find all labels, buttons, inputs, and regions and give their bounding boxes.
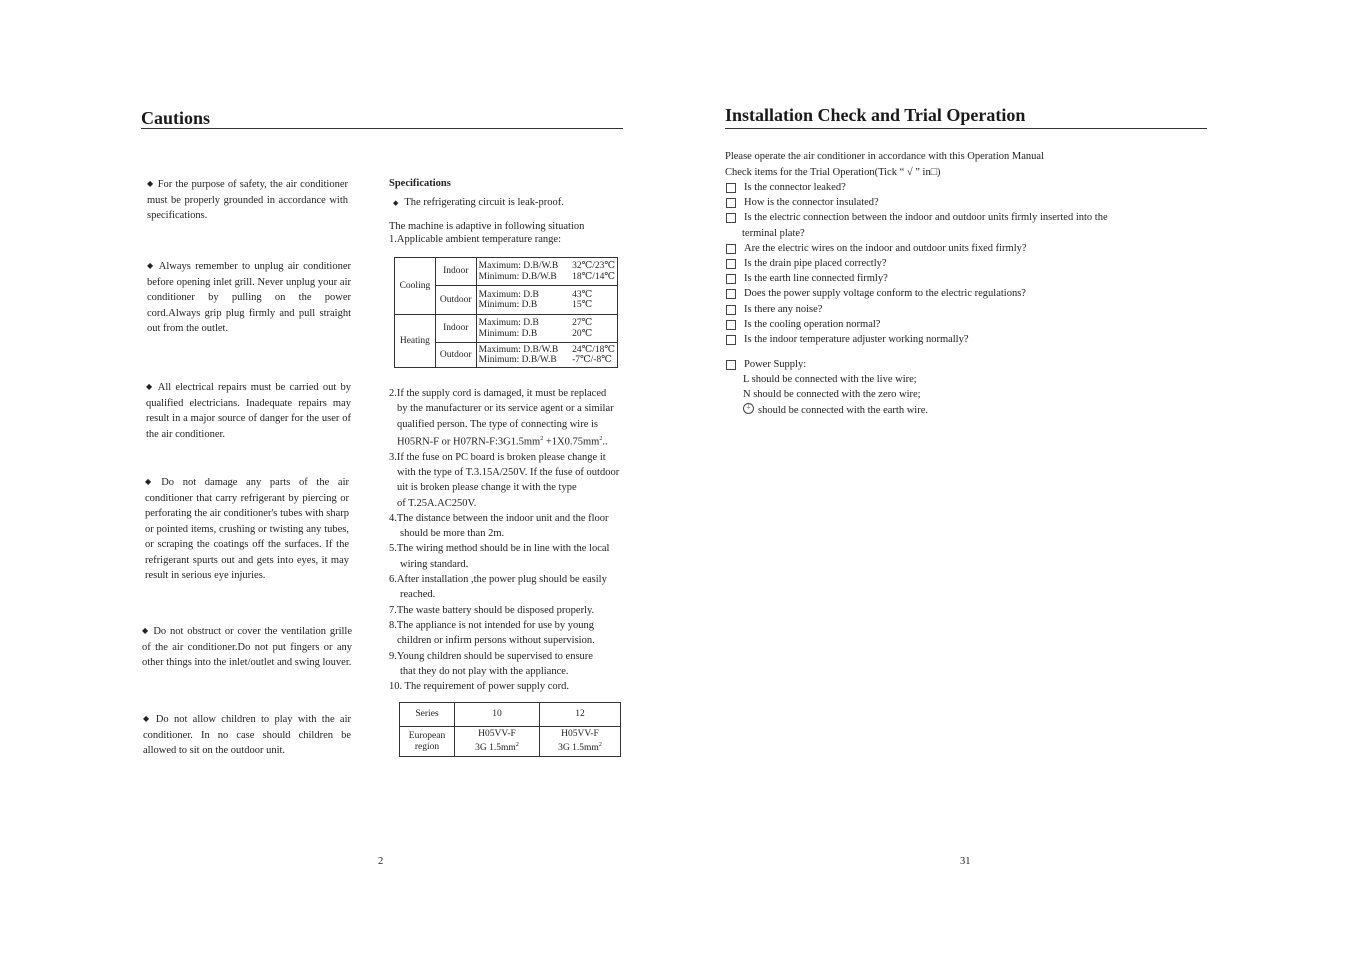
- caution-3: [146, 380, 351, 442]
- cable-type: H05VV-F: [561, 729, 599, 740]
- title-underline: [725, 128, 1207, 129]
- min-label: Minimum: D.B: [478, 328, 538, 339]
- earth-ground-icon: ⏚: [743, 403, 754, 414]
- spec-line: children or infirm persons without supervision.: [397, 635, 595, 647]
- check-item: [726, 210, 1108, 225]
- check-label: Is the earth line connected firmly?: [744, 273, 888, 285]
- max-label: Maximum: D.B: [478, 318, 539, 328]
- wire-type-end: ..: [602, 436, 608, 448]
- earth-wire-text: should be connected with the earth wire.: [758, 404, 928, 416]
- spec-items: [389, 386, 619, 694]
- check-label: Is there any noise?: [744, 303, 823, 315]
- bullet-icon: ◆: [145, 477, 158, 486]
- page-title-cautions: Cautions: [141, 108, 211, 128]
- spec-line: uit is broken please change it with the type: [397, 482, 577, 494]
- max-label: Maximum: D.B/W.B: [478, 261, 559, 271]
- wire-type-tail: +1X0.75mm: [543, 436, 600, 448]
- spec-line: 3.If the fuse on PC board is broken please change it: [389, 451, 606, 463]
- range-labels: [476, 258, 570, 286]
- min-value: -7℃/-8℃: [572, 355, 612, 365]
- operation-intro: Please operate the air conditioner in accordance with this Operation Manual: [725, 151, 1044, 162]
- check-item: [726, 256, 1108, 271]
- zero-wire-line: N should be connected with the zero wire;: [743, 389, 921, 401]
- cable-size: 3G 1.5mm: [475, 743, 516, 754]
- power-supply-label: Power Supply:: [744, 359, 807, 370]
- max-label: Maximum: D.B/W.B: [478, 344, 559, 355]
- cable-12: H05VV-F 3G $1.5mm^2$: [540, 727, 621, 757]
- series-10: 10: [455, 703, 540, 727]
- check-item-continuation: terminal plate?: [742, 227, 805, 239]
- caution-6: [143, 712, 351, 759]
- range-values: [570, 343, 617, 368]
- spec-line-wire: H05RN-F or $H07RN-F:3G1.5mm^2 +1X0.75mm^2$..: [397, 435, 608, 448]
- wire-type: H05RN-F or H07RN-F:3G1.5mm: [397, 436, 541, 448]
- caution-4: [145, 475, 349, 584]
- check-item: [726, 180, 1108, 195]
- checkbox[interactable]: [726, 198, 736, 208]
- range-values: [570, 258, 617, 286]
- check-item: [726, 332, 1108, 347]
- spec-line: 2.If the supply cord is damaged, it must be replaced: [389, 388, 607, 399]
- caution-5: [142, 624, 352, 671]
- trial-intro: Check items for the Trial Operation(Tick “ √ ” in□): [725, 167, 941, 178]
- spec-bullet-text: The refrigerating circuit is leak-proof.: [404, 197, 564, 208]
- min-label: Minimum: D.B/W.B: [478, 271, 557, 282]
- caution-text: Do not allow children to play with the air conditioner. In no case should children be allowed to sit on the outdoor unit.: [143, 714, 351, 756]
- bullet-icon: ◆: [393, 199, 399, 207]
- bullet-icon: ◆: [142, 626, 150, 635]
- check-label: Is the indoor temperature adjuster working normally?: [744, 334, 969, 346]
- spec-line: 7.The waste battery should be disposed properly.: [389, 604, 595, 616]
- checkbox[interactable]: [726, 335, 736, 345]
- range-values: [570, 315, 617, 343]
- power-supply-section: [726, 357, 928, 418]
- location-outdoor: Outdoor: [435, 343, 476, 368]
- region-line-2: region: [414, 741, 440, 752]
- check-label: How is the connector insulated?: [744, 197, 879, 209]
- range-labels: [476, 343, 570, 368]
- spec-line: should be more than 2m.: [400, 528, 505, 540]
- check-item: [726, 357, 928, 372]
- check-label: Does the power supply voltage conform to the electric regulations?: [744, 288, 1026, 300]
- max-label: Maximum: D.B: [478, 289, 539, 300]
- range-values: [570, 286, 617, 315]
- min-label: Minimum: D.B/W.B: [478, 355, 557, 365]
- specifications-title: Specifications: [389, 178, 451, 189]
- spec-line: by the manufacturer or its service agent or a similar: [397, 403, 614, 415]
- spec-line: reached.: [400, 589, 436, 601]
- spec-bullet: [393, 195, 564, 211]
- check-label: Is the connector leaked?: [744, 182, 846, 193]
- cable-type: H05VV-F: [478, 729, 516, 740]
- max-value: 27℃: [572, 318, 593, 328]
- checkbox[interactable]: [726, 360, 736, 370]
- check-item: [726, 317, 1108, 332]
- caution-2: [147, 259, 351, 337]
- checkbox[interactable]: [726, 289, 736, 299]
- checkbox[interactable]: [726, 259, 736, 269]
- temperature-table: [394, 257, 618, 368]
- caution-1: [147, 177, 348, 224]
- check-item: [726, 286, 1108, 301]
- check-item: [726, 302, 1108, 317]
- mode-cooling: Cooling: [395, 258, 436, 315]
- checklist: [726, 180, 1108, 347]
- page-number-right: 31: [960, 856, 971, 867]
- spec-line: 10. The requirement of power supply cord.: [389, 681, 570, 693]
- power-cord-table: [399, 702, 621, 757]
- range-labels: [476, 315, 570, 343]
- min-label: Minimum: D.B: [478, 300, 538, 310]
- caution-text: Do not damage any parts of the air conditioner that carry refrigerant by piercing or perforating the air conditioner's tubes with sharp or pointed items, crushing or twisting any tubes, or scraping the coatings off the surfaces. If the refrigerant spurts out and gets into eyes, it may result in serious eye injuries.: [145, 477, 349, 581]
- cable-10: H05VV-F 3G $1.5mm^2$: [455, 727, 540, 757]
- region-line-1: European: [408, 731, 446, 741]
- checkbox[interactable]: [726, 274, 736, 284]
- check-label: Is the cooling operation normal?: [744, 318, 881, 330]
- check-label: Is the drain pipe placed correctly?: [744, 258, 887, 270]
- spec-line: 6.After installation ,the power plug should be easily: [389, 574, 607, 586]
- spec-line: wiring standard.: [400, 558, 469, 570]
- min-value: 15℃: [572, 300, 593, 310]
- location-indoor: Indoor: [435, 315, 476, 343]
- caution-text: Always remember to unplug air conditioner before opening inlet grill. Never unplug your air conditioner by pulling on the power cord.Always grip plug firmly and pull straight out from the outlet.: [147, 261, 351, 334]
- spec-line: qualified person. The type of connecting wire is: [397, 418, 598, 430]
- bullet-icon: ◆: [143, 714, 152, 723]
- check-item: [726, 271, 1108, 286]
- series-12: 12: [540, 703, 621, 727]
- bullet-icon: ◆: [146, 382, 154, 391]
- mode-heating: Heating: [395, 315, 436, 368]
- checkbox[interactable]: [726, 305, 736, 315]
- live-wire-line: L should be connected with the live wire;: [743, 374, 917, 386]
- region-label: [400, 727, 455, 757]
- spec-line: 4.The distance between the indoor unit and the floor: [389, 512, 609, 524]
- earth-wire-line: [726, 403, 928, 418]
- min-value: 20℃: [572, 328, 593, 339]
- spec-line: that they do not play with the appliance.: [400, 665, 569, 677]
- max-value: 32℃/23℃: [572, 261, 615, 271]
- caution-text: All electrical repairs must be carried out by qualified electricians. Inadequate repairs may result in a major source of danger for the user of the air conditioner.: [146, 382, 351, 440]
- max-value: 43℃: [572, 289, 593, 300]
- caution-text: Do not obstruct or cover the ventilation grille of the air conditioner.Do not put fingers or any other things into the inlet/outlet and swing louver.: [142, 626, 352, 668]
- series-label: Series: [400, 703, 455, 727]
- title-underline: [141, 128, 623, 129]
- spec-line: 5.The wiring method should be in line with the local: [389, 543, 610, 555]
- check-item: [726, 241, 1108, 256]
- checkbox[interactable]: [726, 244, 736, 254]
- check-label: Is the electric connection between the indoor and outdoor units firmly inserted into the: [744, 212, 1108, 224]
- check-label: Are the electric wires on the indoor and outdoor units fixed firmly?: [744, 242, 1027, 254]
- location-indoor: Indoor: [435, 258, 476, 286]
- spec-line: 9.Young children should be supervised to ensure: [389, 650, 593, 662]
- spec-line: with the type of T.3.15A/250V. If the fuse of outdoor: [397, 466, 620, 478]
- bullet-icon: ◆: [147, 261, 155, 270]
- max-value: 24℃/18℃: [572, 344, 615, 355]
- cable-size: 3G 1.5mm: [558, 743, 599, 754]
- spec-line: 8.The appliance is not intended for use by young: [389, 619, 594, 631]
- checkbox[interactable]: [726, 320, 736, 330]
- caution-text: For the purpose of safety, the air conditioner must be properly grounded in accordance with specifications.: [147, 179, 349, 221]
- check-item: [726, 195, 1108, 210]
- location-outdoor: Outdoor: [435, 286, 476, 315]
- spec-line: of T.25A.AC250V.: [397, 497, 477, 509]
- spec-intro-1: The machine is adaptive in following situation: [389, 221, 585, 232]
- bullet-icon: ◆: [147, 179, 154, 188]
- checkbox[interactable]: [726, 213, 736, 223]
- page-number-left: 2: [378, 856, 384, 867]
- spec-intro-2: 1.Applicable ambient temperature range:: [389, 234, 562, 245]
- min-value: 18℃/14℃: [572, 271, 615, 282]
- range-labels: [476, 286, 570, 315]
- page-title-installation: Installation Check and Trial Operation: [725, 105, 1026, 125]
- checkbox[interactable]: [726, 183, 736, 193]
